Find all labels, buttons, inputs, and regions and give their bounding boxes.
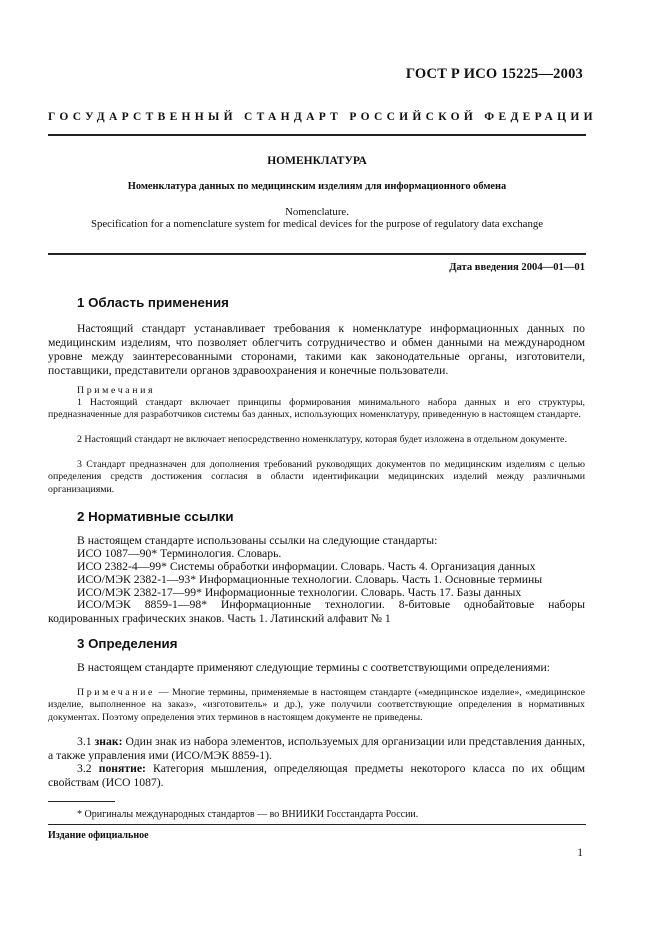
note-2: 2 Настоящий стандарт не включает непосредственно номенклатуру, которая будет изложена в отдельном документе.: [77, 434, 567, 445]
title-rule: [48, 253, 586, 255]
english-title-line-1: Nomenclature.: [285, 206, 349, 218]
definition-number: 3.2: [77, 762, 99, 775]
definition-3-2: [48, 762, 585, 790]
section-3-intro: В настоящем стандарте применяют следующие термины с соответствующими определениями:: [77, 661, 551, 674]
definition-text: Один знак из набора элементов, используемых для организации или представления данных, а также управления ими (ИСО/МЭК 8859-1).: [48, 735, 585, 762]
note-1: 1 Настоящий стандарт включает принципы формирования минимального набора данных и его структуры, предназначенные для разработчиков системы баз данных, использующих номенклатуру, приведенную в настоящем стандарте.: [48, 397, 585, 421]
standard-code: ГОСТ Р ИСО 15225—2003: [405, 66, 583, 82]
section-1-paragraph: Настоящий стандарт устанавливает требования к номенклатуре информационных данных по медицинским изделиям, что позволяет облегчить сотрудничество и обмен данными на международном уровне между заинтересованными сторонами, такими как законодательные органы, изготовители, поставщики, представители органов здравоохранения и конечные пользователи.: [48, 322, 585, 377]
document-subtitle: Номенклатура данных по медицинским изделиям для информационного обмена: [127, 181, 507, 192]
definition-term: понятие:: [98, 762, 146, 775]
note-label: Примечание: [77, 687, 156, 698]
definition-term: знак:: [94, 735, 123, 748]
section-3-note: [48, 687, 585, 724]
footnote-rule: [48, 801, 115, 802]
note-3: 3 Стандарт предназначен для дополнения требований руководящих документов по медицинским изделиям с целью определения средств достижения согласия в области идентификации медицинских изделий между различными организациями.: [48, 459, 585, 495]
definition-3-1: [48, 735, 585, 763]
footnote: * Оригиналы международных стандартов — во ВНИИКИ Госстандарта России.: [77, 809, 419, 820]
section-3-heading: 3 Определения: [77, 636, 178, 651]
official-edition: Издание официальное: [48, 830, 149, 841]
section-2-heading: 2 Нормативные ссылки: [77, 509, 234, 524]
definition-text: Категория мышления, определяющая предметы некоторого класса по их общим свойствам (ИСО 1087).: [48, 762, 586, 789]
reference-item: ИСО/МЭК 2382-1—93* Информационные технологии. Словарь. Часть 1. Основные термины: [77, 573, 543, 586]
note-text: — Многие термины, применяемые в настоящем стандарте («медицинское изделие», «медицинское изделие, выполненное на заказ», «изготовитель» и др.), уже получили соответствующие определения в нормативных документах. Поэтому определения этих терминов в настоящем документе не приведены.: [48, 687, 585, 723]
introduction-date: Дата введения 2004—01—01: [449, 262, 585, 273]
document-title: НОМЕНКЛАТУРА: [267, 155, 367, 167]
header-rule: [48, 134, 586, 136]
reference-item: ИСО 1087—90* Терминология. Словарь.: [77, 547, 282, 560]
english-title-line-2: Specification for a nomenclature system for medical devices for the purpose of regulatory data exchange: [90, 218, 544, 230]
reference-item: ИСО/МЭК 8859-1—98* Информационные технологии. 8-битовые однобайтовые наборы кодированных графических знаков. Часть 1. Латинский алфавит № 1: [48, 598, 585, 625]
section-2-intro: В настоящем стандарте использованы ссылки на следующие стандарты:: [77, 534, 438, 547]
page-number: 1: [577, 847, 583, 859]
notes-label: Примечания: [77, 385, 156, 396]
reference-item: ИСО 2382-4—99* Системы обработки информации. Словарь. Часть 4. Организация данных: [77, 560, 536, 573]
section-1-heading: 1 Область применения: [77, 295, 229, 310]
reference-item: ИСО/МЭК 2382-17—99* Информационные технологии. Словарь. Часть 17. Базы данных: [77, 586, 522, 599]
footer-rule: [48, 824, 586, 825]
state-standard-title: ГОСУДАРСТВЕННЫЙ СТАНДАРТ РОССИЙСКОЙ ФЕДЕРАЦИИ: [48, 111, 597, 123]
definition-number: 3.1: [77, 735, 95, 748]
